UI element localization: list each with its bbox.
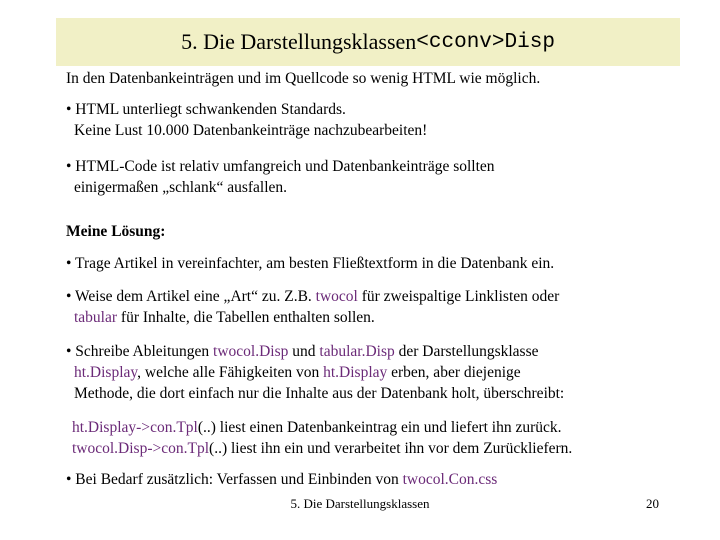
solution-bullet-2 [66, 286, 559, 328]
text-span: • Bei Bedarf zusätzlich: Verfassen und Einbinden von [66, 471, 403, 488]
intro-text: In den Datenbankeinträgen und im Quellcode so wenig HTML wie möglich. [66, 70, 541, 87]
solution-bullet-4 [66, 469, 497, 490]
text-span: für Inhalte, die Tabellen enthalten sollen. [117, 309, 375, 326]
bullet-line: Methode, die dort einfach nur die Inhalte aus der Datenbank holt, überschreibt: [74, 385, 565, 402]
code-term: ht.Display [74, 364, 138, 381]
page-number: 20 [646, 496, 659, 511]
bullet-line: Keine Lust 10.000 Datenbankeinträge nachzubearbeiten! [74, 122, 428, 139]
solution-bullet-3 [66, 341, 564, 404]
text-span: der Darstellungsklasse [394, 343, 539, 360]
text-span: , welche alle Fähigkeiten von [137, 364, 324, 381]
bullet-html-code [66, 156, 495, 198]
bullet-line [66, 341, 564, 362]
title-text: 5. Die Darstellungsklassen [181, 29, 417, 54]
code-term: twocol [315, 288, 358, 305]
text-span: erben, aber diejenige [387, 364, 521, 381]
code-term: ht.Display-> [72, 419, 151, 436]
code-term: twocol.Disp-> [72, 440, 162, 457]
bullet-line: einigermaßen „schlank“ ausfallen. [74, 179, 288, 196]
bullet-line: • HTML-Code ist relativ umfangreich und Datenbankeinträge sollten [66, 158, 495, 175]
code-term: ht.Display [323, 364, 388, 381]
text-span: (..) liest ihn ein und verarbeitet ihn vor dem Zurückliefern. [209, 440, 573, 457]
code-term: con.Tpl [150, 419, 198, 436]
code-line [72, 417, 572, 438]
bullet-line [66, 286, 559, 307]
code-term: twocol.Con.css [402, 471, 498, 488]
code-line [72, 438, 572, 459]
solution-bullet-1: • Trage Artikel in vereinfachter, am besten Fließtextform in die Datenbank ein. [66, 255, 555, 272]
text-span: (..) liest einen Datenbankeintrag ein und liefert ihn zurück. [197, 419, 562, 436]
bullet-line [66, 362, 564, 383]
slide-title [56, 18, 680, 66]
code-term: tabular [74, 309, 118, 326]
code-term: con.Tpl [161, 440, 210, 457]
text-span: für zweispaltige Linklisten oder [357, 288, 560, 305]
solution-heading: Meine Lösung: [66, 223, 166, 240]
code-term: twocol.Disp [213, 343, 289, 360]
text-span: • Weise dem Artikel eine „Art“ zu. Z.B. [66, 288, 316, 305]
footer-title: 5. Die Darstellungsklassen [290, 496, 430, 511]
title-code: <cconv>Disp [416, 30, 555, 54]
bullet-html-standards [66, 99, 427, 141]
code-explanation [66, 417, 572, 459]
bullet-line [66, 307, 559, 328]
code-term: tabular.Disp [319, 343, 395, 360]
text-span: und [288, 343, 320, 360]
bullet-line: • HTML unterliegt schwankenden Standards. [66, 101, 346, 118]
text-span: • Schreibe Ableitungen [66, 343, 214, 360]
